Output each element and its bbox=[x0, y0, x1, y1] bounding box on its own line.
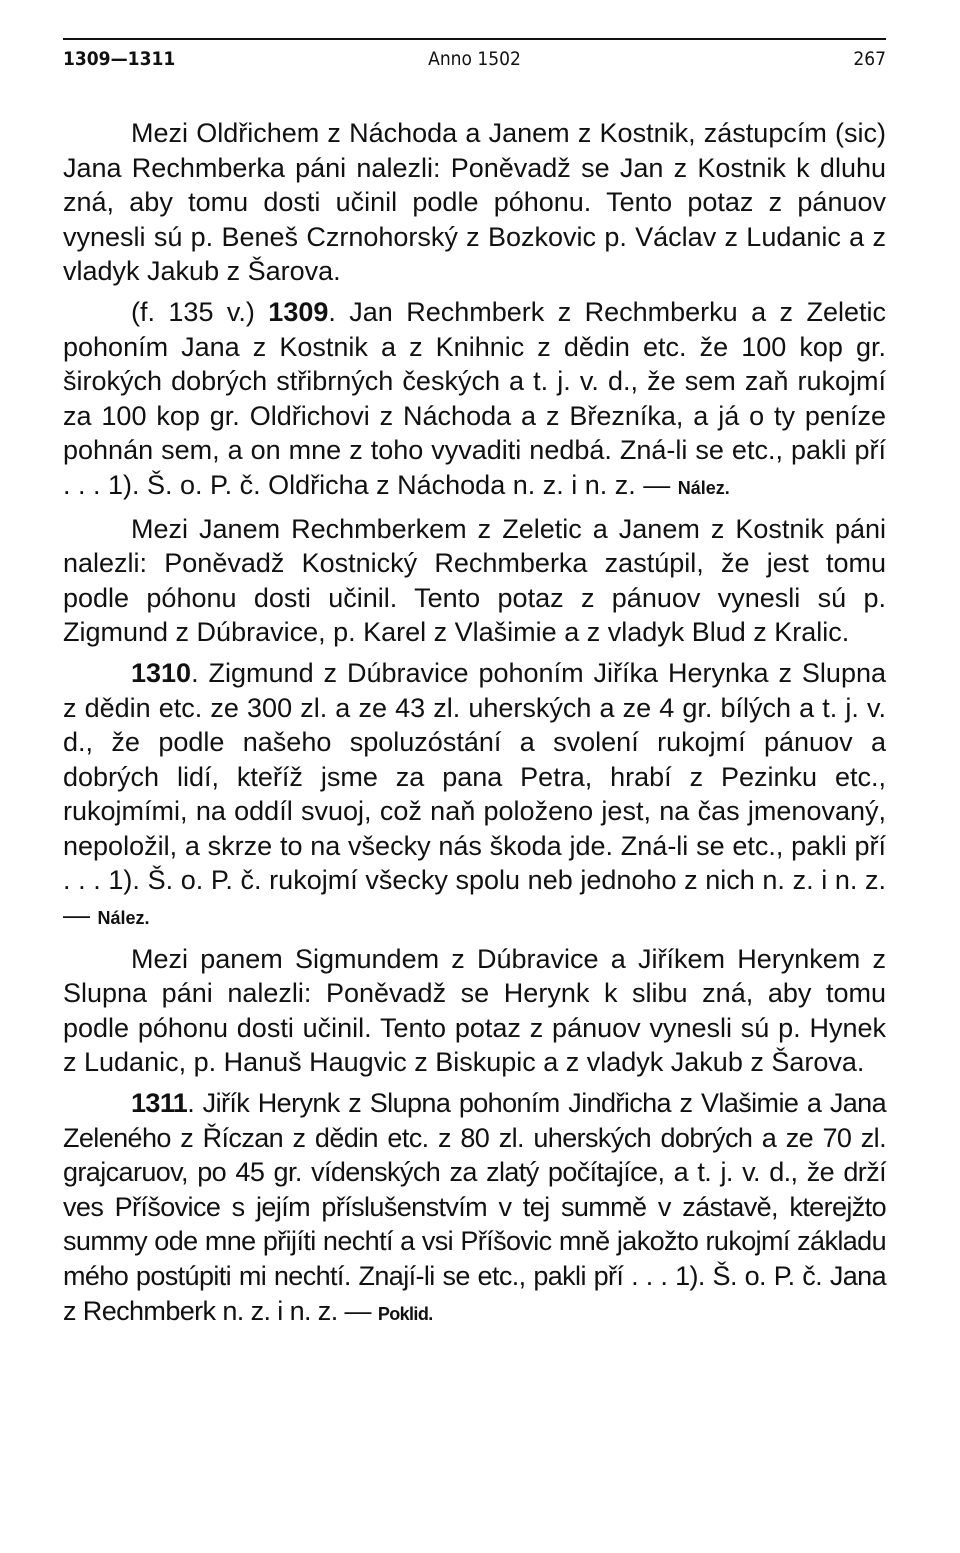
paragraph-text: Mezi Oldřichem z Náchoda a Janem z Kostnik, zástupcím (sic) Jana Rechmberka páni nalezli: Poněvadž se Jan z Kostnik k dluhu zná, aby tomu dosti učinil podle póhonu. Tento potaz z pánuov vynesli sú p. Beneš Czrnohorský z Bozkovic p. Václav z Ludanic a z vladyk Jakub z Šarova. bbox=[63, 118, 886, 287]
page-number: 267 bbox=[853, 48, 886, 70]
entry-number: 1311 bbox=[131, 1088, 188, 1119]
folio-reference: (f. 135 v.) bbox=[131, 296, 255, 327]
document-body bbox=[63, 116, 886, 1331]
entry-range: 1309—1311 bbox=[63, 48, 176, 70]
verdict-paragraph bbox=[63, 116, 886, 289]
paragraph-text: . Zigmund z Dúbravice pohoním Jiříka Herynka z Slupna z dědin etc. ze 300 zl. a ze 43 zl. uherských a ze 4 gr. bílých a t. j. v. d., že podle našeho spoluzóstání a svolení rukojmí pánuov a dobrých lidí, kteříž jsme za pana Petra, hrabí z Pezinku etc., rukojmími, na oddíl svuoj, což naň položeno jest, na čas jmenovaný, nepoložil, a skrze to na všecky nás škoda jde. Zná-li se etc., pakli pří . . . 1). Š. o. P. č. rukojmí všecky spolu neb jednoho z nich n. z. i n. z. — bbox=[63, 657, 886, 931]
entry-1309 bbox=[63, 295, 886, 506]
entry-1311 bbox=[63, 1086, 886, 1331]
verdict-label: Poklid. bbox=[377, 1303, 433, 1324]
paragraph-text: Mezi panem Sigmundem z Dúbravice a Jiříkem Herynkem z Slupna páni nalezli: Poněvadž se Herynk k slibu zná, aby tomu podle póhonu dosti učinil. Tento potaz z pánuov vynesli sú p. Hynek z Ludanic, p. Hanuš Haugvic z Biskupic a z vladyk Jakub z Šarova. bbox=[63, 943, 886, 1078]
running-header bbox=[63, 38, 886, 74]
paragraph-text: Mezi Janem Rechmberkem z Zeletic a Janem z Kostnik páni nalezli: Poněvadž Kostnický Rechmberka zastúpil, že jest tomu podle póhonu dosti učinil. Tento potaz z pánuov vynesli sú p. Zigmund z Dúbravice, p. Karel z Vlašimie a z vladyk Blud z Kralic. bbox=[63, 513, 886, 648]
verdict-paragraph bbox=[63, 512, 886, 650]
entry-1310 bbox=[63, 656, 886, 936]
year-heading: Anno 1502 bbox=[428, 48, 521, 70]
paragraph-text: . Jan Rechmberk z Rechmberku a z Zeletic pohoním Jana z Kostnik a z Knihnic z dědin etc. že 100 kop gr. širokých dobrých střibrných českých a t. j. v. d., že sem zaň rukojmí za 100 kop gr. Oldřichovi z Náchoda a z Březníka, a já o ty peníze pohnán sem, a on mne z toho vyvaditi nedbá. Zná-li se etc., pakli pří . . . 1). Š. o. P. č. Oldřicha z Náchoda n. z. i n. z. — bbox=[63, 296, 886, 500]
entry-number: 1309 bbox=[268, 296, 329, 327]
entry-number: 1310 bbox=[131, 657, 192, 688]
paragraph-text: . Jiřík Herynk z Slupna pohoním Jindřicha z Vlašimie a Jana Zeleného z Říczan z dědin etc. z 80 zl. uherských dobrých a ze 70 zl. grajcaruov, po 45 gr. vídenských za zlatý počítajíce, a t. j. v. d., že drží ves Příšovice s jejím příslušenstvím v tej summě v zástavě, kterejžto summy ode mne přijíti nechtí a vsi Příšovic mně jakožto rukojmí základu mého postúpiti mi nechtí. Znají-li se etc., pakli pří . . . 1). Š. o. P. č. Jana z Rechmberk n. z. i n. z. — bbox=[63, 1088, 886, 1326]
verdict-paragraph bbox=[63, 942, 886, 1080]
verdict-label: Nález. bbox=[97, 908, 150, 929]
verdict-label: Nález. bbox=[677, 477, 730, 498]
